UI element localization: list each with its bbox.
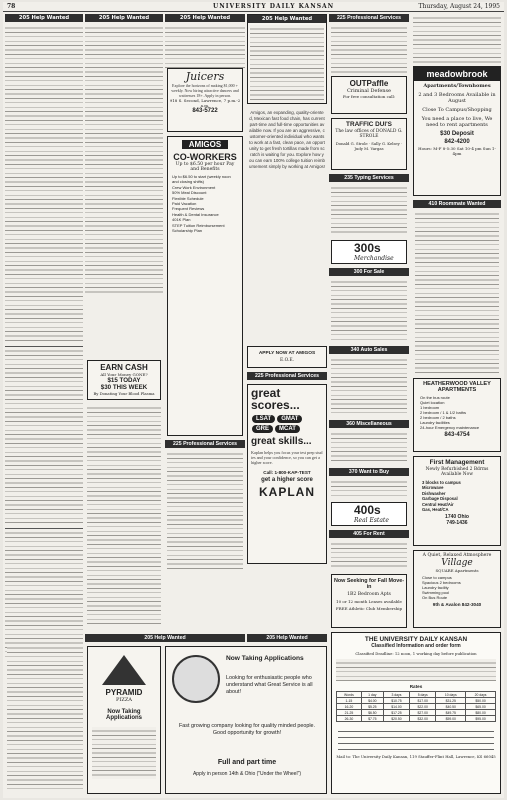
heatherwood-phone: 843-4754	[444, 432, 470, 438]
amigos-sub: Up to $6.50 per hour Pay and Benefits	[175, 162, 235, 172]
test-badge: GMAT	[277, 415, 302, 423]
feature-item: Microwave	[422, 485, 444, 491]
feature-item: Spacious 2 bedrooms	[422, 580, 461, 585]
juicers-address: 918 S. Second, Lawrence, 7 p.m.-2 a.m.	[169, 98, 241, 108]
earn-cash-amount-week: $30 THIS WEEK	[100, 384, 148, 391]
benefit-item: 50% Meal Discount	[172, 190, 207, 196]
amigos-note: Amigos, an expanding, quality-oriented, Mexican fast food chain, has current part-time and full-time opportunities available now. If you are an aggressive, customer-oriented individual who wants to work at a fast, clean pace, an opportunity to get fresh tortillas made from scratch is waiting for you. Explore how you can earn 100% college tuition reimbursement simply by working at Amigos!	[249, 110, 325, 169]
boardwalk-sub: 10 or 12 month Leases available	[336, 599, 402, 604]
pyramid-pizza: PIZZA	[116, 697, 132, 703]
village-square-ad	[413, 550, 501, 628]
feature-item: 2 bedroom / 2 baths	[420, 415, 456, 420]
classifieds-page	[3, 2, 504, 798]
first-mgmt-addr: 1740 Ohio	[445, 514, 469, 521]
classified-listings	[415, 210, 499, 374]
outpaffle-ad	[331, 76, 407, 114]
merchandise-banner	[331, 240, 407, 264]
meadowbrook-hours: Hours: M-F 8-5:30 Sat 10-4 pm Sun 1-4pm	[418, 146, 496, 156]
meadowbrook-ad	[413, 66, 501, 196]
realestate-num: 400s	[354, 503, 381, 517]
classified-listings	[5, 346, 83, 526]
village-sub: SQUARE Apartments	[435, 568, 479, 573]
test-badge: LSAT	[252, 415, 275, 423]
publication-name: UNIVERSITY DAILY KANSAN	[213, 3, 335, 10]
feature-item: Quiet location	[420, 400, 445, 405]
outpaffle-title: OUTPaffle	[349, 79, 389, 88]
classified-listings	[7, 644, 83, 792]
amigos-eoe: E.O.E.	[280, 358, 294, 363]
meadowbrook-sub: Apartments/Townhomes	[423, 83, 491, 89]
earn-cash-cta: By Donating Your Blood Plasma	[93, 391, 155, 396]
section-header: 300 For Sale	[329, 268, 409, 276]
section-header: 225 Professional Services	[247, 372, 327, 380]
table-cell: 1-15	[337, 698, 362, 704]
juicers-tag: Explore the horizons of making $1,000 + weekly. Now hiring attractive dancers and waitresses 18+. Apply in person.	[171, 83, 239, 98]
traffic-title: TRAFFIC DUI'S	[346, 121, 392, 128]
boardwalk-foot: FREE Athletic Club Membership	[335, 606, 403, 611]
table-row	[337, 716, 496, 722]
form-mail-to: Mail to: The University Daily Kansan, 119 Stauffer-Flint Hall, Lawrence, KS 66045	[336, 754, 496, 759]
kaplan-phone: Call: 1-800-KAP-TEST	[263, 469, 311, 475]
amigos-apply: APPLY NOW AT AMIGOS	[258, 351, 316, 356]
kaplan-tag: great skills...	[251, 436, 312, 447]
table-cell: $50.00	[466, 698, 496, 704]
section-header: 405 For Rent	[329, 530, 409, 538]
table-cell: $7.75	[361, 716, 383, 722]
classified-listings	[331, 540, 407, 570]
pyramid-icon	[102, 655, 146, 685]
amigos-apply-box	[247, 346, 327, 368]
masthead	[3, 2, 504, 12]
table-cell: 26-30	[337, 716, 362, 722]
section-header: 205 Help Wanted	[85, 14, 163, 22]
village-addr: 9th & Avalon	[432, 602, 461, 607]
classified-listings	[250, 25, 324, 103]
first-mgmt-name: First Management	[429, 459, 485, 466]
wendys-body2: Fast growing company looking for quality minded people. Good opportunity for growth!	[178, 723, 316, 736]
heatherwood-ad	[413, 378, 501, 452]
form-title: Classified Information and order form	[371, 643, 461, 649]
pyramid-details	[92, 727, 156, 779]
juicers-phone: 843-5722	[192, 108, 218, 114]
table-cell: 10 days	[436, 692, 466, 698]
first-mgmt-features	[414, 478, 500, 514]
pyramid-brand: PYRAMID	[105, 688, 143, 697]
realestate-label: Real Estate	[354, 517, 389, 524]
classified-listings	[5, 24, 83, 344]
section-header: 235 Typing Services	[329, 174, 409, 182]
feature-item: Garbage Disposal	[422, 496, 458, 502]
section-header: 340 Auto Sales	[329, 346, 409, 354]
table-cell: $4.00	[361, 698, 383, 704]
table-cell: $14.00	[383, 704, 409, 710]
kaplan-headline: great scores...	[251, 386, 300, 412]
table-cell: $17.25	[383, 710, 409, 716]
form-instructions	[336, 659, 496, 681]
pyramid-title: Now Taking Applications	[105, 709, 142, 721]
amigos-benefits	[168, 172, 242, 235]
feature-item: Laundry facility	[422, 585, 449, 590]
feature-item: On Bus Route	[422, 595, 448, 600]
classified-listings	[167, 450, 243, 570]
kaplan-tests	[248, 413, 326, 435]
section-header: 205 Help Wanted	[85, 634, 245, 642]
table-cell: $59.00	[436, 716, 466, 722]
village-tag: A Quiet, Relaxed Atmosphere	[422, 553, 492, 558]
feature-item: Close to campus	[422, 575, 452, 580]
pyramid-pizza-ad	[87, 646, 161, 794]
classified-order-form	[331, 632, 501, 794]
feature-item: Swimming pool	[422, 590, 450, 595]
first-management-ad	[413, 456, 501, 546]
classified-listings	[5, 528, 83, 660]
first-mgmt-sub: Newly Refurbished 2 Bdrms Available Now	[425, 467, 489, 477]
outpaffle-sub: Criminal Defense	[346, 88, 392, 94]
classified-listings	[85, 24, 163, 294]
kaplan-body: Kaplan helps you focus your test prep studies and your confidence, so you can get a higher score.	[251, 450, 323, 466]
table-cell: 16-20	[337, 704, 362, 710]
help-wanted-listings	[247, 14, 327, 104]
benefit-item: Health & Dental Insurance	[172, 211, 219, 217]
merchandise-label: Merchandise	[354, 255, 394, 262]
write-line[interactable]	[338, 744, 494, 750]
feature-item: On the bus route	[420, 395, 450, 400]
feature-item: 1 bedroom	[420, 405, 440, 410]
classified-listings	[413, 14, 501, 64]
feature-item: Dishwasher	[422, 490, 446, 496]
section-header: 225 Professional Services	[329, 14, 409, 22]
traffic-dui-ad	[331, 118, 407, 170]
wendys-title: Now Taking Applications	[226, 655, 304, 662]
section-header: 370 Want to Buy	[329, 468, 409, 476]
wendys-body: Looking for enthusiastic people who understand what Great Service is all about!	[226, 675, 313, 695]
feature-item: Laundry facilities	[420, 420, 450, 425]
table-cell: $32.00	[410, 716, 436, 722]
rates-table	[336, 691, 496, 722]
meadowbrook-line3: You need a place to live, We need to rent apartments	[421, 116, 493, 128]
feature-item: 24-hour Emergency maintenance	[420, 425, 480, 430]
section-header: 205 Help Wanted	[165, 14, 245, 22]
benefit-item: Up to $6.50 to start (weekly noon and closing shifts)	[172, 174, 231, 185]
benefit-item: Crew Work Environment	[172, 184, 216, 190]
table-cell: $80.00	[466, 710, 496, 716]
village-name: Village	[441, 558, 473, 568]
wendys-hours: Full and part time	[217, 759, 277, 766]
table-cell: 5 days	[410, 692, 436, 698]
earn-cash-sub: All Your Money GONE?	[100, 372, 148, 377]
meadowbrook-name: meadowbrook	[414, 67, 500, 81]
kaplan-brand: KAPLAN	[259, 484, 315, 499]
benefit-item: Paid Vacation	[172, 201, 197, 207]
amigos-logo: AMIGOS	[182, 140, 228, 149]
table-cell: $17.00	[410, 698, 436, 704]
juicers-ad	[167, 68, 243, 132]
earn-cash-title: EARN CASH	[100, 363, 148, 372]
table-cell: $27.00	[410, 710, 436, 716]
earn-cash-ad	[87, 360, 161, 400]
boardwalk-ad	[331, 574, 407, 628]
traffic-names: Donald G. Strole · Sally G. Kelsey · Judy M. Vargas	[335, 141, 403, 151]
meadowbrook-line2: Close To Campus/Shopping	[422, 107, 492, 113]
wendys-apply: Apply in person 14th & Ohio ("Under the Wheel")	[192, 771, 302, 777]
feature-item: Central Heat/Air	[422, 501, 454, 507]
boardwalk-addr: 1B2 Bedroom Apts	[347, 592, 391, 597]
table-cell: 21-25	[337, 710, 362, 716]
table-cell: $49.75	[436, 710, 466, 716]
first-mgmt-phone: 749-1436	[446, 520, 468, 527]
section-header: 225 Professional Services	[165, 440, 245, 448]
village-features	[414, 573, 500, 602]
merchandise-num: 300s	[354, 241, 381, 255]
classified-listings	[331, 430, 407, 464]
earn-cash-amount: $15 TODAY	[107, 377, 141, 384]
classified-listings	[331, 356, 407, 416]
traffic-sub: The law offices of DONALD G. STROLE	[335, 129, 403, 139]
amigos-ad	[167, 136, 243, 436]
classified-listings	[331, 278, 407, 342]
heatherwood-features	[414, 393, 500, 432]
wendys-ad	[165, 646, 327, 794]
issue-date: Thursday, August 24, 1995	[418, 3, 500, 10]
test-badge: MCAT	[275, 425, 300, 433]
section-header: 410 Roommate Wanted	[413, 200, 501, 208]
benefit-item: 401K Plan	[172, 217, 191, 223]
feature-item: 2 bedroom / 1 & 1/2 baths	[420, 410, 467, 415]
section-header: 205 Help Wanted	[5, 14, 83, 22]
table-cell: $5.25	[361, 704, 383, 710]
table-cell: $6.50	[361, 710, 383, 716]
rates-title: Rates	[409, 684, 423, 689]
feature-item: 3 blocks to campus	[422, 480, 461, 485]
table-cell: $10.75	[383, 698, 409, 704]
classified-listings	[87, 404, 161, 626]
table-cell: 20 days	[466, 692, 496, 698]
outpaffle-cta: For free consultation call:	[342, 94, 396, 99]
classified-listings	[331, 24, 407, 74]
table-cell: Words	[337, 692, 362, 698]
section-header: 205 Help Wanted	[248, 15, 326, 23]
meadowbrook-line1: 2 and 3 Bedrooms Available in August	[418, 92, 496, 104]
village-phone: 842-3040	[461, 602, 482, 607]
column-3	[165, 14, 245, 76]
table-cell: 3 days	[383, 692, 409, 698]
classified-listings-bottom	[7, 644, 83, 794]
table-cell: $65.00	[466, 704, 496, 710]
boardwalk-title: Now Seeking for Fall Move-in	[333, 578, 405, 590]
meadowbrook-phone: 842-4200	[444, 139, 470, 145]
table-cell: $31.25	[436, 698, 466, 704]
form-header: THE UNIVERSITY DAILY KANSAN	[364, 636, 468, 643]
form-write-lines	[338, 726, 494, 750]
wendys-logo-icon	[172, 655, 220, 703]
table-cell: $20.50	[383, 716, 409, 722]
classified-listings	[165, 24, 245, 70]
kaplan-slogan: get a higher score	[261, 476, 313, 483]
page-number: 78	[7, 3, 16, 10]
benefit-item: Flexible Schedule	[172, 195, 204, 201]
section-header: 205 Help Wanted	[247, 634, 327, 642]
test-badge: GRE	[252, 425, 273, 433]
meadowbrook-deposit: $30 Deposit	[440, 131, 474, 137]
table-cell: 1 day	[361, 692, 383, 698]
feature-item: Gas, Heat/CA	[422, 507, 449, 513]
realestate-banner	[331, 502, 407, 526]
form-deadline: Classified Deadline: 12 noon, 1 working day before publication	[355, 651, 477, 656]
table-cell: $95.00	[466, 716, 496, 722]
benefit-item: Frequent Reviews	[172, 206, 205, 212]
kaplan-ad	[247, 384, 327, 564]
amigos-title: CO-WORKERS	[173, 152, 237, 162]
table-cell: $22.00	[410, 704, 436, 710]
juicers-logo: Juicers	[185, 70, 225, 83]
classified-listings	[331, 478, 407, 498]
classified-listings	[331, 184, 407, 236]
table-cell: $40.50	[436, 704, 466, 710]
section-header: 360 Miscellaneous	[329, 420, 409, 428]
benefit-item: STEP Tuition Reimbursement Scholarship Plan	[172, 222, 225, 234]
heatherwood-name: HEATHERWOOD VALLEY APARTMENTS	[423, 381, 491, 393]
